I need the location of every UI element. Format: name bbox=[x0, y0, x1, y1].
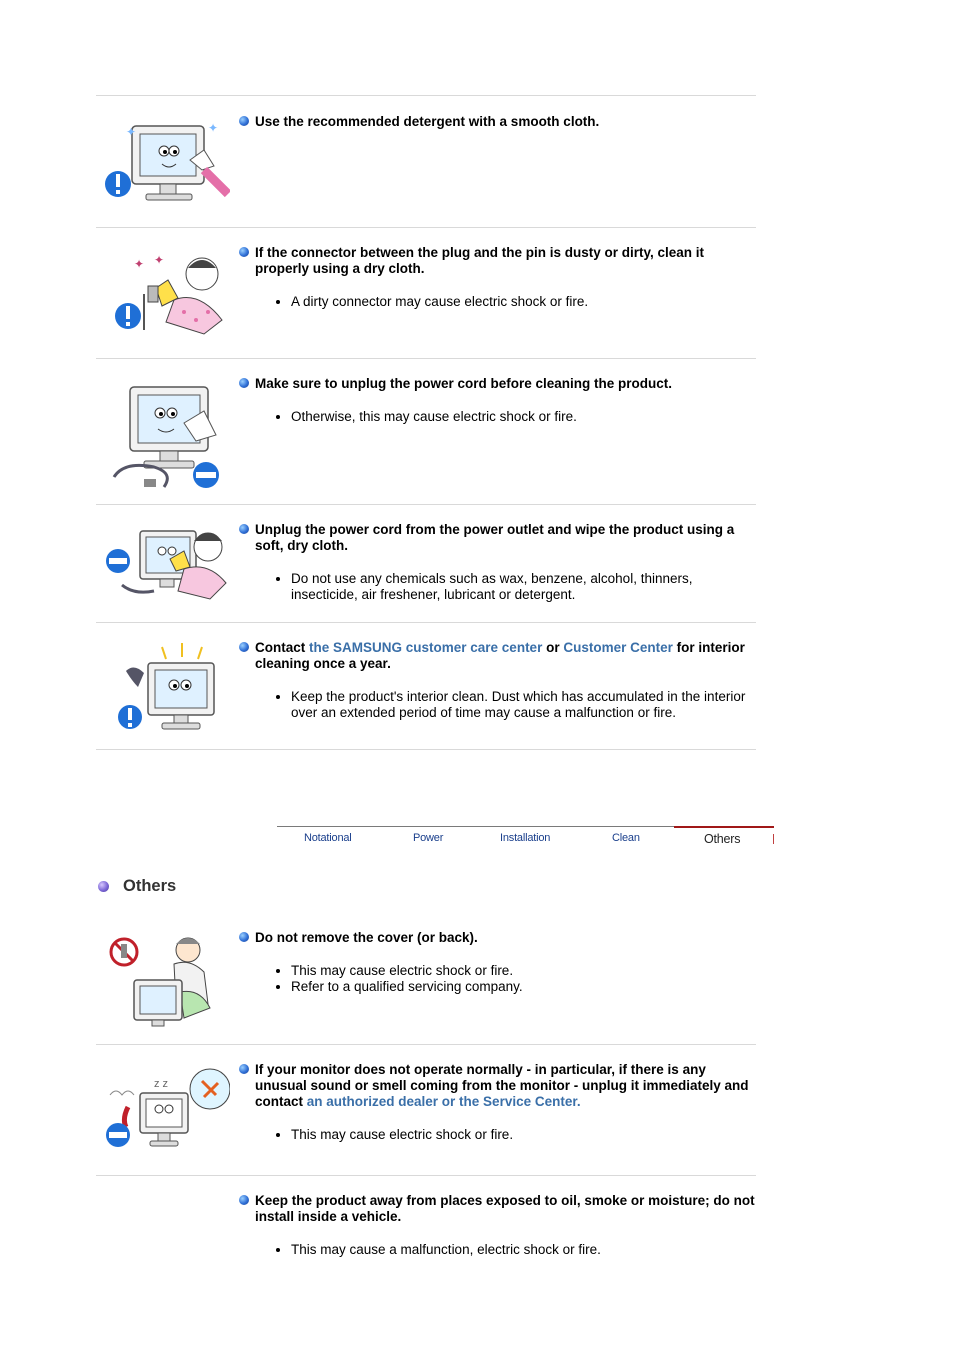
blue-bullet-icon bbox=[239, 247, 249, 257]
tab-installation[interactable]: Installation bbox=[500, 832, 551, 844]
blue-bullet-icon bbox=[239, 524, 249, 534]
clean-section-5 bbox=[96, 622, 756, 750]
others-section-3 bbox=[96, 1175, 756, 1296]
list-item: • Refer to a qualified servicing company. bbox=[291, 979, 759, 995]
list-item: • A dirty connector may cause electric shock or fire. bbox=[291, 294, 759, 310]
clean-section-1 bbox=[96, 95, 756, 228]
section-heading: Keep the product away from places exposed to oil, smoke or moisture; do not install inside a vehicle. bbox=[239, 1193, 759, 1225]
others-section-title: Others bbox=[98, 877, 176, 896]
unplug-before-cleaning-icon bbox=[104, 377, 230, 493]
blue-bullet-icon bbox=[239, 1195, 249, 1205]
tab-others[interactable]: Others bbox=[704, 832, 741, 846]
section-heading: Unplug the power cord from the power outlet and wipe the product using a soft, dry cloth. bbox=[239, 522, 759, 554]
bullet-list bbox=[239, 1242, 759, 1258]
active-tab-indicator bbox=[674, 826, 774, 828]
clean-content-5 bbox=[239, 640, 759, 721]
cleaning-plug-connector-icon bbox=[104, 250, 230, 336]
blue-bullet-icon bbox=[239, 932, 249, 942]
blue-bullet-icon bbox=[239, 642, 249, 652]
samsung-care-center-link[interactable]: the SAMSUNG customer care center bbox=[309, 640, 543, 655]
others-section-1 bbox=[96, 912, 756, 1044]
list-item: • This may cause a malfunction, electric shock or fire. bbox=[291, 1242, 759, 1258]
others-content-1 bbox=[239, 930, 759, 995]
unplug-wipe-dry-icon bbox=[104, 525, 230, 605]
tab-clean[interactable]: Clean bbox=[612, 832, 640, 844]
authorized-dealer-link[interactable]: an authorized dealer or the Service Center. bbox=[306, 1094, 581, 1109]
cleaning-monitor-cloth-icon bbox=[104, 114, 230, 206]
tab-separator bbox=[773, 834, 774, 844]
section-tab-bar bbox=[277, 826, 774, 850]
section-heading: Do not remove the cover (or back). bbox=[239, 930, 759, 946]
tab-notational[interactable]: Notational bbox=[304, 832, 352, 844]
list-item: • Keep the product's interior clean. Dust which has accumulated in the interior over an extended period of time may cause a malfunction or fire. bbox=[291, 689, 759, 721]
service-call-icon bbox=[104, 643, 230, 735]
others-content-2 bbox=[239, 1062, 759, 1143]
section-heading: Contact the SAMSUNG customer care center or Customer Center for interior cleaning once a year. bbox=[239, 640, 759, 672]
clean-content-1 bbox=[239, 114, 759, 130]
tab-power[interactable]: Power bbox=[413, 832, 444, 844]
clean-content-4 bbox=[239, 522, 759, 603]
others-section-2 bbox=[96, 1044, 756, 1176]
bullet-list bbox=[239, 689, 759, 721]
bullet-list bbox=[239, 963, 759, 995]
do-not-disassemble-icon bbox=[104, 932, 230, 1028]
clean-content-2 bbox=[239, 245, 759, 310]
bullet-list bbox=[239, 571, 759, 603]
bullet-list bbox=[239, 409, 759, 425]
section-heading: Use the recommended detergent with a smooth cloth. bbox=[239, 114, 759, 130]
list-item: • Do not use any chemicals such as wax, benzene, alcohol, thinners, insecticide, air freshener, lubricant or detergent. bbox=[291, 571, 759, 603]
svg-text:✦: ✦ bbox=[154, 253, 165, 267]
blue-bullet-icon bbox=[239, 1064, 249, 1074]
bullet-list bbox=[239, 294, 759, 310]
clean-section-4 bbox=[96, 504, 756, 623]
svg-text:z z: z z bbox=[154, 1078, 169, 1090]
svg-text:✦: ✦ bbox=[126, 125, 137, 139]
blue-bullet-icon bbox=[239, 378, 249, 388]
clean-section-3 bbox=[96, 358, 756, 505]
section-heading: If your monitor does not operate normally - in particular, if there is any unusual sound or smell coming from the monitor - unplug it immediately and contact an authorized dealer or the Service Center. bbox=[239, 1062, 759, 1110]
list-item: • Otherwise, this may cause electric shock or fire. bbox=[291, 409, 759, 425]
customer-center-link[interactable]: Customer Center bbox=[563, 640, 673, 655]
clean-section-2 bbox=[96, 227, 756, 359]
clean-content-3 bbox=[239, 376, 759, 425]
tab-bar-line bbox=[277, 826, 674, 827]
svg-text:✦: ✦ bbox=[208, 121, 219, 135]
list-item: • This may cause electric shock or fire. bbox=[291, 963, 759, 979]
section-heading: If the connector between the plug and the pin is dusty or dirty, clean it properly using a dry cloth. bbox=[239, 245, 759, 277]
section-divider bbox=[96, 749, 756, 750]
bullet-list bbox=[239, 1127, 759, 1143]
svg-text:✦: ✦ bbox=[134, 257, 145, 271]
purple-bullet-icon bbox=[98, 881, 109, 892]
others-content-3 bbox=[239, 1193, 759, 1258]
monitor-smoke-unplug-icon bbox=[104, 1065, 230, 1153]
blue-bullet-icon bbox=[239, 116, 249, 126]
list-item: • This may cause electric shock or fire. bbox=[291, 1127, 759, 1143]
section-heading: Make sure to unplug the power cord before cleaning the product. bbox=[239, 376, 759, 392]
